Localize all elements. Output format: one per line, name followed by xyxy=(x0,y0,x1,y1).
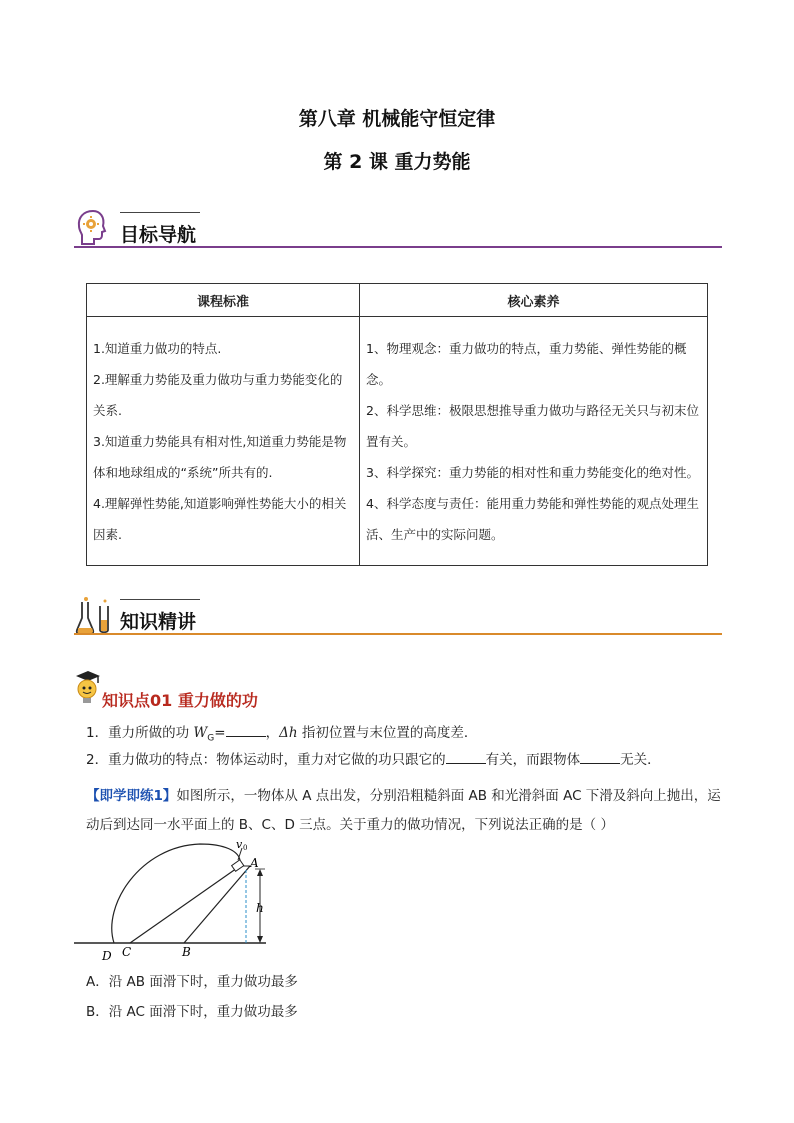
fill-blank-1[interactable] xyxy=(226,722,266,737)
literacy-cell xyxy=(360,317,708,566)
standard-item: 3.知道重力势能具有相对性,知道重力势能是物体和地球组成的“系统”所共有的. xyxy=(93,433,347,480)
standards-cell xyxy=(87,317,360,566)
fill-blank-2[interactable] xyxy=(446,749,486,764)
item-2 xyxy=(86,748,661,768)
exercise-tag: 【即学即练1】 xyxy=(86,788,177,804)
label-d: D xyxy=(102,949,112,963)
delta-h: Δh xyxy=(279,725,298,741)
section-knowledge-divider xyxy=(74,633,722,635)
lightbulb-graduate-icon xyxy=(72,670,102,706)
literacy-item: 3、科学探究：重力势能的相对性和重力势能变化的绝对性。 xyxy=(366,464,699,480)
standard-item: 2.理解重力势能及重力做功与重力势能变化的关系. xyxy=(93,371,343,418)
table-header-literacy: 核心素养 xyxy=(360,284,708,317)
item-1-suffix: 指初位置与末位置的高度差． xyxy=(297,725,478,741)
exercise-line-1 xyxy=(86,784,721,804)
work-symbol: W xyxy=(193,725,208,741)
standard-item: 1.知道重力做功的特点. xyxy=(93,340,222,356)
fill-blank-3[interactable] xyxy=(580,749,620,764)
work-subscript: G xyxy=(207,733,215,744)
item-2-text-a: 2．重力做功的特点：物体运动时，重力对它做的功只跟它的 xyxy=(86,752,446,768)
literacy-item: 2、科学思维：极限思想推导重力做功与路径无关只与初末位置有关。 xyxy=(366,402,699,449)
option-b[interactable]: B．沿 AC 面滑下时，重力做功最多 xyxy=(86,1004,298,1020)
section-knowledge-header xyxy=(74,594,722,640)
item-1-prefix: 1．重力所做的功 xyxy=(86,725,194,741)
item-1-eq: = xyxy=(214,725,226,741)
section-goal-divider xyxy=(74,246,722,248)
section-goal-header xyxy=(74,205,722,251)
incline-ac xyxy=(130,866,240,943)
label-v0: v xyxy=(236,838,243,851)
literacy-item: 4、科学态度与责任：能用重力势能和弹性势能的观点处理生活、生产中的实际问题。 xyxy=(366,495,699,542)
label-h: h xyxy=(256,901,264,915)
literacy-item: 1、物理观念：重力做功的特点，重力势能、弹性势能的概念。 xyxy=(366,340,687,387)
section-knowledge-label: 知识精讲 xyxy=(120,611,197,633)
object-block xyxy=(232,860,244,871)
projectile-path xyxy=(112,844,240,943)
head-gear-icon xyxy=(74,207,112,247)
item-2-text-c: 无关． xyxy=(620,752,661,768)
standards-table xyxy=(86,283,708,566)
item-1-sep: ， xyxy=(265,725,280,741)
table-header-standards: 课程标准 xyxy=(87,284,360,317)
standard-item: 4.理解弹性势能,知道影响弹性势能大小的相关因素. xyxy=(93,495,347,542)
incline-ab xyxy=(184,866,250,943)
label-a: A xyxy=(250,856,259,870)
section-goal-label: 目标导航 xyxy=(120,224,197,246)
exercise-text-1: 如图所示，一物体从 A 点出发，分别沿粗糙斜面 AB 和光滑斜面 AC 下滑及斜向上抛出，运 xyxy=(176,788,721,804)
option-a[interactable]: A．沿 AB 面滑下时，重力做功最多 xyxy=(86,974,298,990)
chapter-title: 第八章 机械能守恒定律 xyxy=(298,108,496,130)
flask-icon xyxy=(74,596,114,636)
label-c: C xyxy=(122,945,132,959)
item-1 xyxy=(86,721,477,744)
lesson-title: 第 2 课 重力势能 xyxy=(323,151,471,173)
label-b: B xyxy=(182,945,191,959)
item-2-text-b: 有关，而跟物体 xyxy=(485,752,581,768)
exercise-line-2: 动后到达同一水平面上的 B、C、D 三点。关于重力的做功情况，下列说法正确的是（ ） xyxy=(86,817,614,833)
knowledge-point-title: 知识点01 重力做的功 xyxy=(102,691,258,710)
incline-figure xyxy=(70,836,280,966)
label-v0-sub: 0 xyxy=(243,844,248,852)
